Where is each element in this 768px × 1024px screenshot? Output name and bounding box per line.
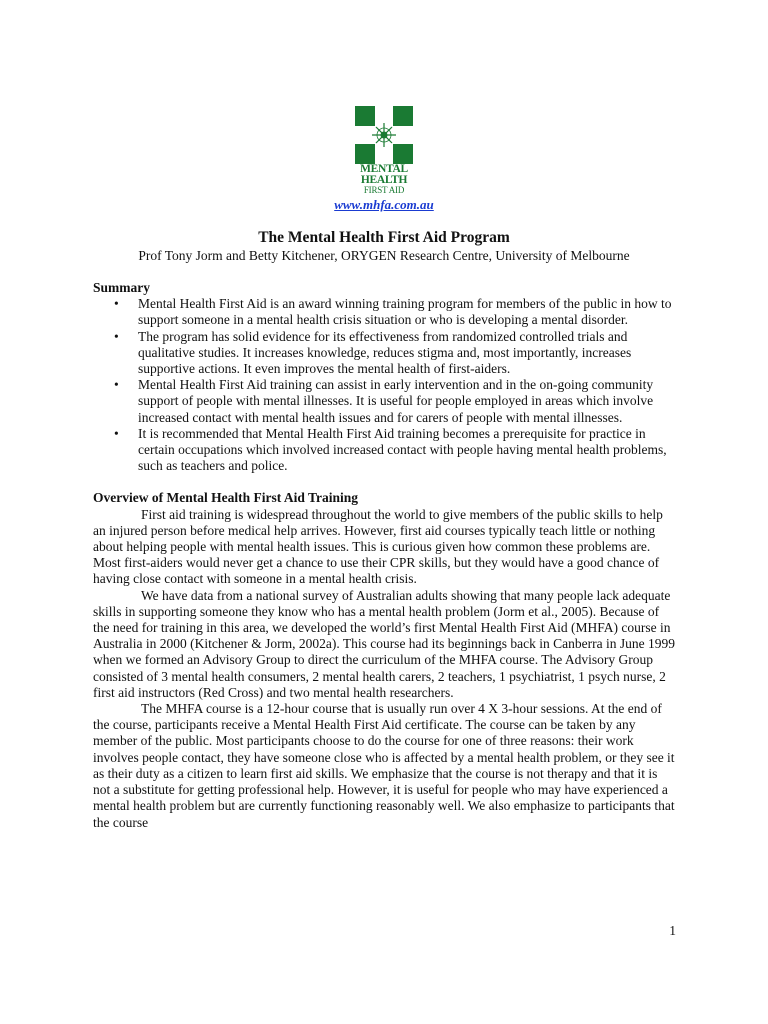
summary-list — [93, 296, 677, 474]
summary-item-text: The program has solid evidence for its effectiveness from randomized controlled trials and qualitative studies. It increases knowledge, reduces stigma and, most importantly, increases supportive actions. It even improves the mental health of first-aiders. — [138, 328, 632, 377]
document-title: The Mental Health First Aid Program — [258, 229, 510, 246]
summary-item — [93, 377, 677, 426]
logo-wordmark — [355, 164, 413, 195]
summary-item-text: Mental Health First Aid is an award winning training program for members of the public in how to support someone in a mental health crisis situation or who is developing a mental disorder. — [138, 296, 672, 328]
mhfa-logo — [355, 106, 413, 196]
summary-item-text: Mental Health First Aid training can assist in early intervention and in the on-going community support of people with mental illnesses. It is useful for people employed in areas which involve increased contact with mental health issues and for carers of people with mental illnesses. — [138, 377, 654, 425]
bullet-icon: • — [114, 425, 119, 441]
page-number: 1 — [669, 923, 676, 938]
bullet-icon: • — [114, 328, 119, 344]
summary-item — [93, 329, 677, 378]
logo-line-2: HEALTH — [360, 174, 408, 186]
summary-item — [93, 296, 677, 328]
overview-paragraph: The MHFA course is a 12-hour course that is usually run over 4 X 3-hour sessions. At the end of the course, participants receive a Mental Health First Aid certificate. The course can be taken by any member of the public. Most participants choose to do the course for one of three reasons: their work involves people contact, they have someone close who is affected by a mental health problem, or they see it as their duty as a citizen to learn first aid skills. We emphasize that the course is not therapy and that it is not a substitute for getting professional help. However, it is useful for people who may have experienced a mental health problem but are currently functioning reasonably well. We also emphasize to participants that the course — [93, 701, 675, 830]
logo-line-3: FIRST AID — [363, 185, 405, 195]
bullet-icon: • — [114, 377, 119, 393]
summary-item-text: It is recommended that Mental Health First Aid training becomes a prerequisite for practice in certain occupations which involved increased contact with people having mental health problems, such as teachers and police. — [138, 425, 667, 474]
bullet-icon: • — [114, 296, 119, 312]
website-link[interactable]: www.mhfa.com.au — [334, 197, 434, 212]
document-authors: Prof Tony Jorm and Betty Kitchener, ORYGEN Research Centre, University of Melbourne — [138, 248, 630, 263]
green-cross-logo-icon — [355, 106, 413, 164]
overview-paragraph: First aid training is widespread throughout the world to give members of the public skills to help an injured person before medical help arrives. However, first aid courses typically teach little or nothing about helping people with mental health issues. This is curious given how common these problems are. Most first-aiders would never get a chance to use their CPR skills, but they would have a good chance of having close contact with someone in a mental health crisis. — [93, 506, 663, 587]
summary-item — [93, 426, 677, 475]
document-body — [93, 280, 677, 831]
overview-paragraph: We have data from a national survey of Australian adults showing that many people lack adequate skills in supporting someone they know who has a mental health problem (Jorm et al., 2005). Because of the need for training in this area, we developed the world’s first Mental Health First Aid (MHFA) course in Australia in 2000 (Kitchener & Jorm, 2002a). This course had its beginnings back in Canberra in June 1999 when we formed an Advisory Group to direct the curriculum of the MHFA course. The Advisory Group consisted of 3 mental health consumers, 2 mental health carers, 2 teachers, 1 psychiatrist, 1 psych nurse, 2 first aid instructors (Red Cross) and two mental health researchers. — [93, 587, 676, 700]
section-spacer — [93, 474, 677, 490]
logo-line-1: MENTAL — [360, 163, 408, 175]
overview-heading: Overview of Mental Health First Aid Training — [93, 490, 358, 506]
summary-heading: Summary — [93, 280, 150, 295]
